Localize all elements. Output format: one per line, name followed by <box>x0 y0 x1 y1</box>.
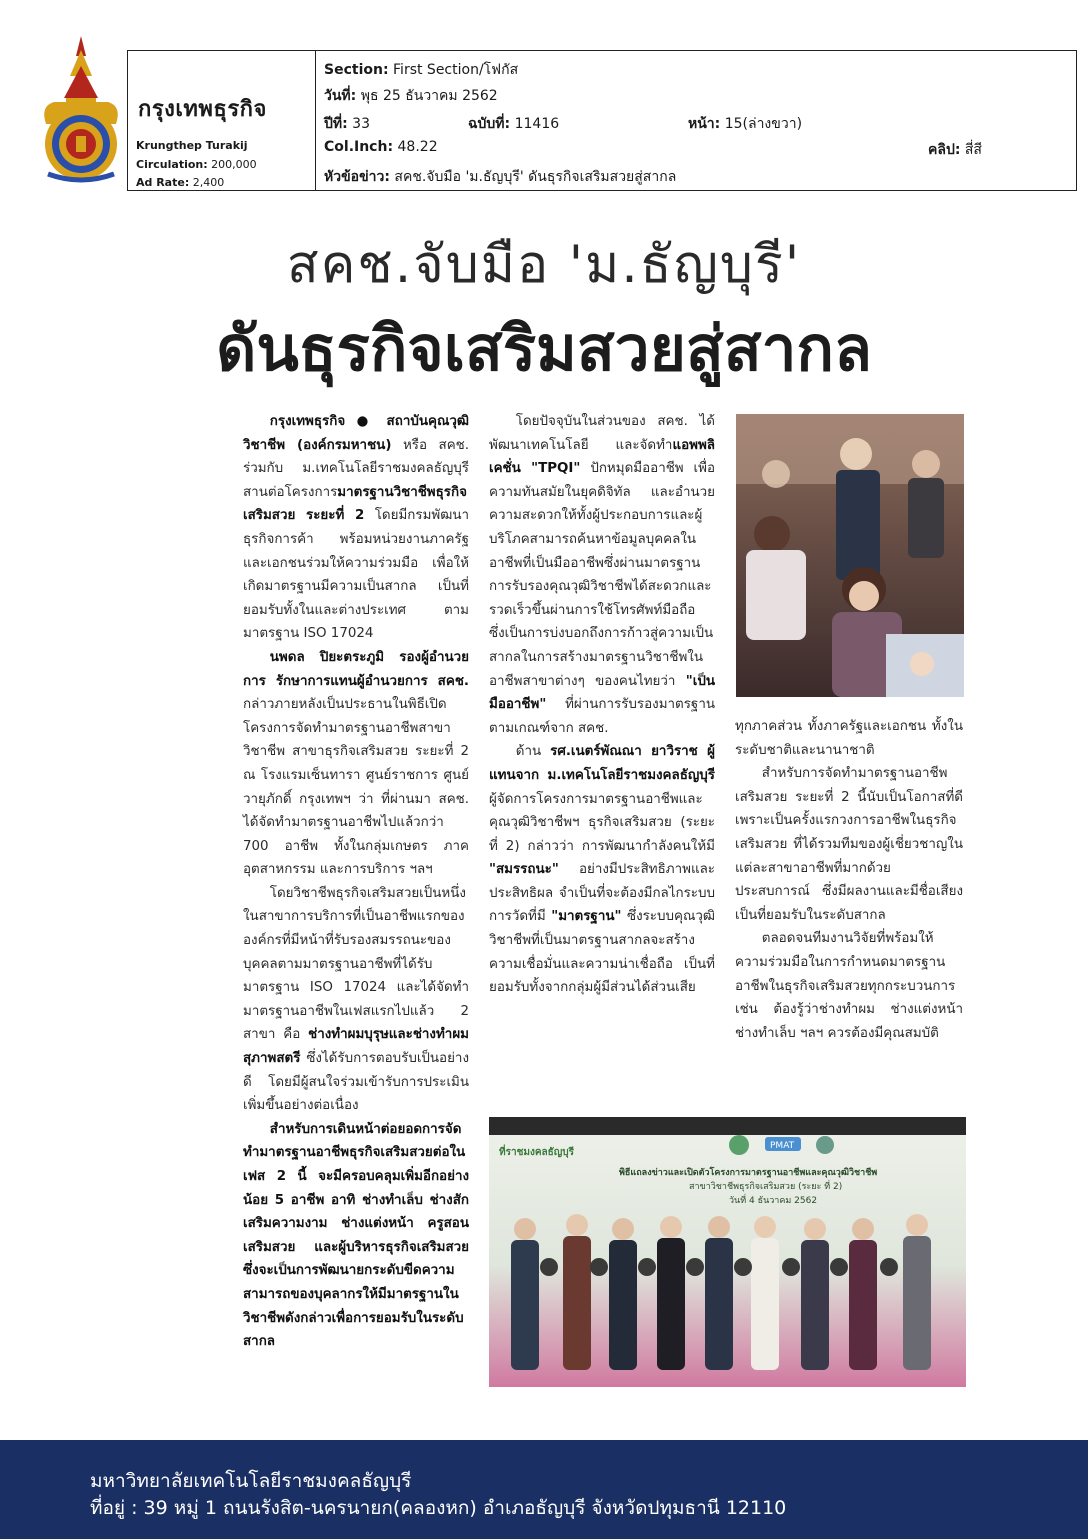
text: อย่างมีประสิทธิภาพและประสิทธิผล จำเป็นที่จะต้องมีกลไกระบบการวัดที่มี <box>489 862 715 925</box>
date-row <box>324 85 498 107</box>
paragraph <box>243 882 469 1118</box>
topic-label: หัวข้อข่าว: <box>324 169 390 185</box>
section-value: First Section/โฟกัส <box>393 62 519 78</box>
issue-label: ฉบับที่: <box>468 116 511 132</box>
text: ปักหมุดมืออาชีพ เพื่อความทันสมัยในยุคดิจิทัล และอำนวยความสะดวกให้ทั้งผู้ประกอบการและผู้บริโภคสามารถค้นหาข้อมูลบุคคลในอาชีพที่เป็นมืออาชีพซึ่งผ่านมาตรฐานการรับรองคุณวุฒิวิชาชีพได้สะดวกและรวดเร็วขึ้นผ่านการใช้โทรศัพท์มือถือ ซึ่งเป็นการบ่งบอกถึงการก้าวสู่ความเป็นสากลในการสร้างมาตรฐานวิชาชีพในอาชีพสาขาต่างๆ ของคนไทยว่า <box>489 461 715 689</box>
bold-text: "มาตรฐาน" <box>551 909 622 925</box>
group-people <box>511 1214 931 1370</box>
bold-text: มาตรฐานวิชาชีพธุรกิจเสริมสวย ระยะที่ 2 <box>243 484 467 524</box>
text: ที่ผ่านการรับรองมาตรฐานตามเกณฑ์จาก สคช. <box>489 697 715 736</box>
text: โดยปัจจุบันในส่วนของ สคช. ได้พัฒนาเทคโนโลยี และจัดทำ <box>489 414 715 453</box>
footer-bar <box>0 1440 1088 1539</box>
ad-rate <box>136 176 224 189</box>
paragraph <box>489 410 715 740</box>
university-emblem-logo <box>40 36 122 186</box>
paragraph <box>243 410 469 646</box>
issue-row <box>468 113 559 135</box>
topic-value: สคช.จับมือ 'ม.ธัญบุรี' ดันธุรกิจเสริมสวยสู่สากล <box>394 169 677 185</box>
footer-address: ที่อยู่ : 39 หมู่ 1 ถนนรังสิต-นครนายก(คลองหก) อำเภอธัญบุรี จังหวัดปทุมธานี 12110 <box>90 1497 787 1519</box>
clipping-info-box <box>127 50 1077 191</box>
headline-line-2: ดันธุรกิจเสริมสวยสู่สากล <box>216 312 872 385</box>
text: ผู้จัดการโครงการมาตรฐานอาชีพและคุณวุฒิวิชาชีพฯ ธุรกิจเสริมสวย (ระยะที่ 2) กล่าวว่า การพัฒนากำลังคนให้มี <box>489 791 715 854</box>
date-label: วันที่: <box>324 88 357 104</box>
topic-row <box>324 166 676 188</box>
page-row <box>688 113 802 135</box>
newspaper-name: กรุงเทพธุรกิจ <box>138 97 267 122</box>
colinch-label: Col.Inch: <box>324 139 394 155</box>
section-row <box>324 59 518 81</box>
year-value: 33 <box>352 116 370 132</box>
pmat-badge: PMAT <box>770 1141 795 1151</box>
paragraph <box>735 927 963 1045</box>
paragraph <box>735 762 963 927</box>
beauty-demo-photo <box>736 414 964 697</box>
article-column-2 <box>489 410 715 1000</box>
bold-lead: กรุงเทพธุรกิจ ● สถาบันคุณวุฒิวิชาชีพ (องค์กรมหาชน) <box>243 414 469 453</box>
bold-text: "เป็นมืออาชีพ" <box>489 673 715 713</box>
article-column-1 <box>243 410 469 1354</box>
bold-text: ช่างทำผมบุรุษและช่างทำผมสุภาพสตรี <box>243 1027 469 1067</box>
banner-subtitle: สาขาวิชาชีพธุรกิจเสริมสวย (ระยะ ที่ 2) <box>689 1182 843 1192</box>
text: สำหรับการจัดทำมาตรฐานอาชีพเสริมสวย ระยะที่ 2 นี้นับเป็นโอกาสที่ดีเพราะเป็นครั้งแรกวงการอาชีพในธุรกิจเสริมสวย ที่ได้รวมทีมของผู้เชี่ยวชาญในแต่ละสาขาอาชีพที่มากด้วยประสบการณ์ ซึ่งมีผลงานและมีชื่อเสียงเป็นที่ยอมรับในระดับสากล <box>735 766 963 923</box>
banner-title: พิธีแถลงข่าวและเปิดตัวโครงการมาตรฐานอาชีพและคุณวุฒิวิชาชีพ <box>619 1168 878 1178</box>
clip-label: คลิป: <box>928 142 961 158</box>
page-label: หน้า: <box>688 116 721 132</box>
article-column-3 <box>735 715 963 1045</box>
clip-row <box>928 139 982 161</box>
colinch-value: 48.22 <box>397 139 438 155</box>
text: หรือ สคช. ร่วมกับ ม.เทคโนโลยีราชมงคลธัญบุรี สานต่อโครงการ <box>243 437 469 500</box>
page-value: 15(ล่างขวา) <box>724 116 803 132</box>
ad-rate-value: 2,400 <box>192 176 225 189</box>
section-label: Section: <box>324 62 389 78</box>
text: กล่าวภายหลังเป็นประธานในพิธีเปิดโครงการจัดทำมาตรฐานอาชีพสาขาวิชาชีพ สาขาธุรกิจเสริมสวย ระยะที่ 2 ณ โรงแรมเซ็นทารา ศูนย์ราชการ ศูนย์วายุภักดิ์ กรุงเทพฯ ว่า ที่ผ่านมา สคช. ได้จัดทำมาตรฐานอาชีพไปแล้วกว่า 700 อาชีพ ทั้งในกลุ่มเกษตร ภาคอุตสาหกรรม และการบริการ ฯลฯ <box>243 697 469 878</box>
text: ตลอดจนทีมงานวิจัยที่พร้อมให้ความร่วมมือในการกำหนดมาตรฐานอาชีพในธุรกิจเสริมสวยทุกกระบวนการ เช่น ต้องรู้ว่าช่างทำผม ช่างแต่งหน้า ช่างทำเล็บ ฯลฯ ควรต้องมีคุณสมบัติ <box>735 931 963 1041</box>
group-event-photo <box>489 1117 966 1387</box>
text: ด้าน <box>515 744 551 760</box>
paragraph <box>243 646 469 882</box>
paragraph <box>489 740 715 1000</box>
paragraph: ทุกภาคส่วน ทั้งภาครัฐและเอกชน ทั้งในระดับชาติและนานาชาติ <box>735 719 963 758</box>
circulation-label: Circulation: <box>136 158 208 171</box>
colinch-row <box>324 139 438 155</box>
year-label: ปีที่: <box>324 116 348 132</box>
clip-value: สี่สี <box>964 142 982 158</box>
circulation <box>136 158 257 171</box>
year-row <box>324 113 370 135</box>
newspaper-info-panel <box>128 51 316 190</box>
bold-text: สำหรับการเดินหน้าต่อยอดการจัดทำมาตรฐานอาชีพธุรกิจเสริมสวยต่อในเฟส 2 นี้ จะมีครอบคลุมเพิ่มอีกอย่างน้อย 5 อาชีพ อาทิ ช่างทำเล็บ ช่างสักเสริมความงาม ช่างแต่งหน้า ครูสอนเสริมสวย และผู้บริหารธุรกิจเสริมสวย ซึ่งจะเป็นการพัฒนายกระดับขีดความสามารถของบุคลากรให้มีมาตรฐานในวิชาชีพดังกล่าวเพื่อการยอมรับในระดับสากล <box>243 1121 469 1350</box>
banner-slogan: ที่ราชมงคลธัญบุรี <box>499 1147 574 1158</box>
bold-text: รศ.เนตร์พัณณา ยาวิราช ผู้แทนจาก ม.เทคโนโลยีราชมงคลธัญบุรี <box>489 744 715 783</box>
bold-text: นพดล ปิยะตระภูมิ รองผู้อำนวยการ รักษาการแทนผู้อำนวยการ สคช. <box>243 649 469 689</box>
newspaper-name-en: Krungthep Turakij <box>136 139 248 152</box>
text: ซึ่งได้รับการตอบรับเป็นอย่างดี โดยมีผู้สนใจร่วมเข้ารับการประเมินเพิ่มขึ้นอย่างต่อเนื่อง <box>243 1051 469 1114</box>
footer-university-name: มหาวิทยาลัยเทคโนโลยีราชมงคลธัญบุรี <box>90 1470 412 1492</box>
bold-text: "สมรรถนะ" <box>489 862 559 878</box>
issue-value: 11416 <box>514 116 560 132</box>
text: โดยมีกรมพัฒนาธุรกิจการค้า พร้อมหน่วยงานภาครัฐและเอกชนร่วมให้ความร่วมมือ เพื่อให้เกิดมาตรฐานมีความเป็นสากล เป็นที่ยอมรับทั้งในและต่างประเทศ ตามมาตรฐาน ISO 17024 <box>243 508 469 642</box>
text: ซึ่งระบบคุณวุฒิวิชาชีพที่เป็นมาตรฐานสากลจะสร้างความเชื่อมั่นและความน่าเชื่อถือ เป็นที่ยอมรับทั้งจากกลุ่มผู้มีส่วนได้ส่วนเสีย <box>489 909 715 996</box>
paragraph <box>243 1118 469 1354</box>
circulation-value: 200,000 <box>211 158 257 171</box>
bold-text: แอพพลิเคชั่น "TPQI" <box>489 437 715 477</box>
ad-rate-label: Ad Rate: <box>136 176 190 189</box>
date-value: พุธ 25 ธันวาคม 2562 <box>360 88 498 104</box>
headline-line-1: สคช.จับมือ 'ม.ธัญบุรี' <box>286 235 802 295</box>
banner-date: วันที่ 4 ธันวาคม 2562 <box>729 1196 818 1206</box>
text: โดยวิชาชีพธุรกิจเสริมสวยเป็นหนึ่งในสาขาการบริการที่เป็นอาชีพแรกขององค์กรที่มีหน้าที่รับรองสมรรถนะของบุคคลตามมาตรฐานอาชีพที่ได้รับมาตรฐาน ISO 17024 และได้จัดทำมาตรฐานอาชีพในเฟสแรกไปแล้ว 2 สาขา คือ <box>243 885 469 1043</box>
